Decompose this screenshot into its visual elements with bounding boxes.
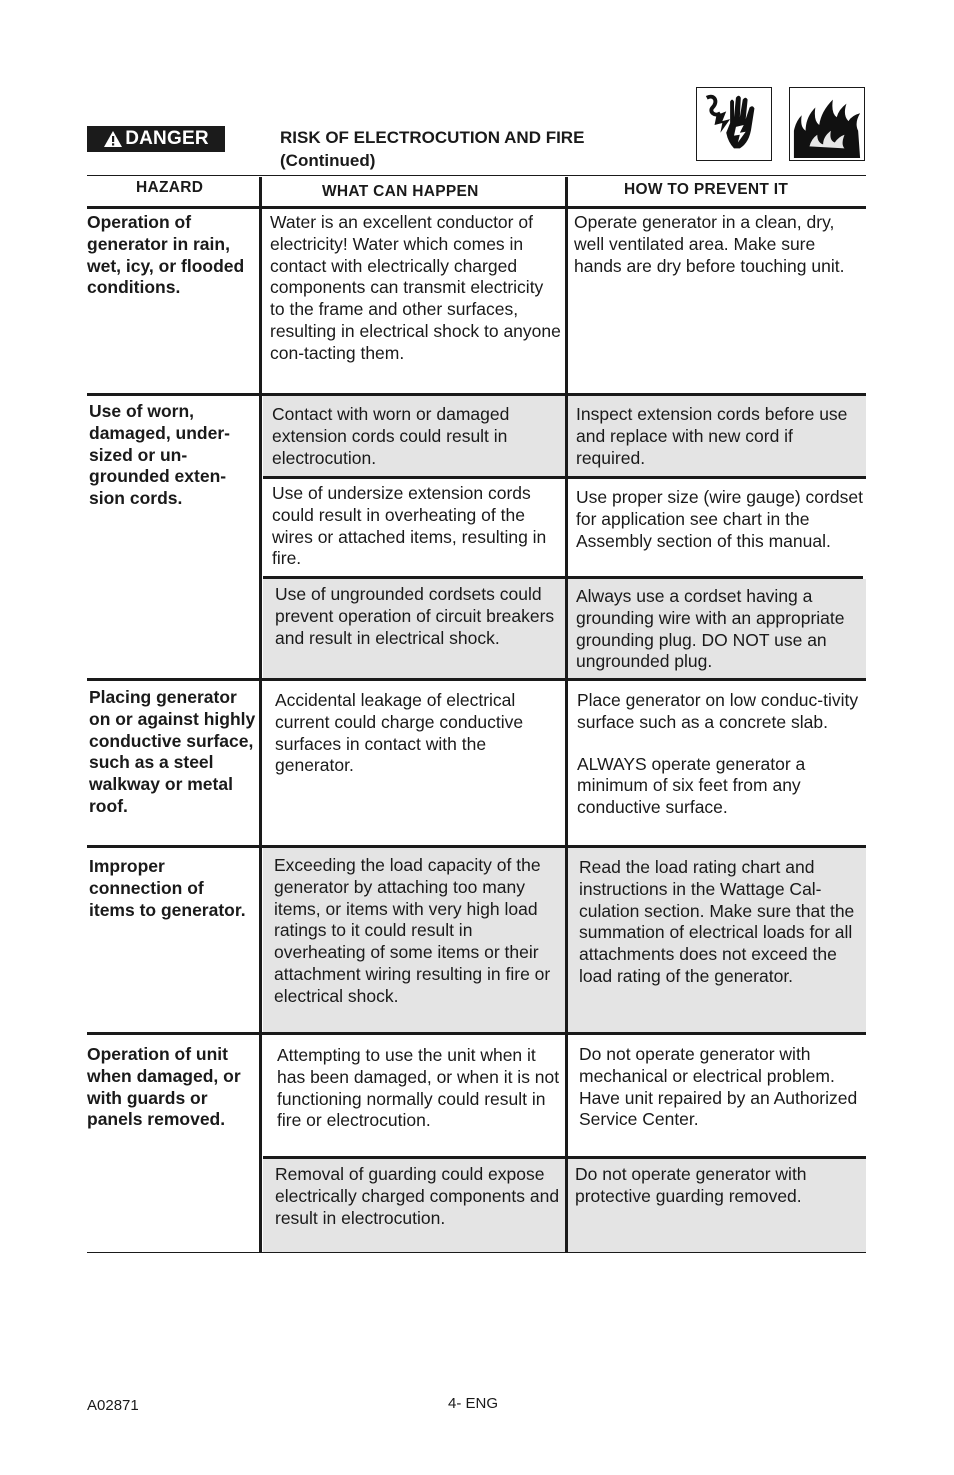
rule-row1-bottom <box>87 393 866 396</box>
rule-header-bottom <box>87 206 866 209</box>
rule-table-bottom <box>87 1252 866 1253</box>
rule-top <box>87 175 866 176</box>
section-title-line1: RISK OF ELECTROCUTION AND FIRE <box>280 128 585 147</box>
what-cell: Exceeding the load capacity of the generator by attaching too many items, or items with very high load ratings to it could result in overheating of some items or their attachment wiring resulting in fire or electrical shock. <box>274 855 551 1006</box>
page-number: 4- ENG <box>448 1395 499 1412</box>
what-cell: Attempting to use the unit when it has been damaged, or when it is not functioning normally could result in fire or electrocution. <box>277 1045 560 1131</box>
column-header-how-to-prevent: HOW TO PREVENT IT <box>624 181 789 198</box>
prevent-paragraph: Place generator on low conduc-tivity surface such as a concrete slab. <box>577 690 859 732</box>
column-header-hazard: HAZARD <box>136 179 204 196</box>
prevent-cell: Always use a cordset having a grounding wire with an appropriate grounding plug. DO NOT use an ungrounded plug. <box>576 586 845 672</box>
danger-label: DANGER <box>125 128 209 149</box>
hazard-cell: Operation of generator in rain, wet, icy, or flooded conditions. <box>87 212 245 298</box>
hazard-cell: Operation of unit when damaged, or with guards or panels removed. <box>87 1044 241 1130</box>
what-cell: Water is an excellent conductor of electricity! Water which comes in contact with electrically charged components can transmit electricity to the frame and other surfaces, resulting in electrical shock to anyone con-tacting them. <box>270 212 561 363</box>
fire-icon <box>789 87 865 161</box>
what-cell: Accidental leakage of electrical current could charge conductive surfaces in contact with the generator. <box>275 690 524 776</box>
column-header-what-can-happen: WHAT CAN HAPPEN <box>322 183 479 200</box>
prevent-cell: Use proper size (wire gauge) cordset for application see chart in the Assembly section of this manual. <box>576 487 863 551</box>
rule-col1-divider <box>259 177 262 1253</box>
hazard-cell: Improper connection of items to generator. <box>89 856 246 920</box>
prevent-cell <box>577 690 866 819</box>
hazard-cell: Use of worn, damaged, under-sized or un-grounded exten-sion cords. <box>89 401 230 509</box>
prevent-cell: Read the load rating chart and instructions in the Wattage Cal-culation section. Make sure that the summation of electrical loads for all attachments does not exceed the load rating of the generator. <box>579 857 855 986</box>
electric-shock-hand-icon <box>696 87 772 161</box>
prevent-cell: Operate generator in a clean, dry, well ventilated area. Make sure hands are dry before touching unit. <box>574 212 845 276</box>
warning-triangle-icon <box>103 130 123 148</box>
prevent-cell: Inspect extension cords before use and replace with new cord if required. <box>576 404 848 468</box>
rule-col2-divider <box>565 177 568 1253</box>
rule-row2-bottom <box>87 678 866 681</box>
section-title <box>280 126 680 172</box>
what-cell: Contact with worn or damaged extension cords could result in electrocution. <box>272 404 510 468</box>
prevent-paragraph: ALWAYS operate generator a minimum of six feet from any conductive surface. <box>577 753 806 818</box>
section-title-line2: (Continued) <box>280 151 376 170</box>
rule-row3-bottom <box>87 845 866 848</box>
rule-row4-bottom <box>87 1032 866 1035</box>
what-cell: Use of ungrounded cordsets could prevent operation of circuit breakers and result in electrical shock. <box>275 584 555 648</box>
prevent-cell: Do not operate generator with mechanical or electrical problem. Have unit repaired by an Authorized Service Center. <box>579 1044 858 1130</box>
document-code: A02871 <box>87 1397 139 1414</box>
hazard-cell: Placing generator on or against highly conductive surface, such as a steel walkway or metal roof. <box>89 687 256 816</box>
what-cell: Use of undersize extension cords could result in overheating of the wires or attached items, resulting in fire. <box>272 483 547 569</box>
what-cell: Removal of guarding could expose electrically charged components and result in electrocution. <box>275 1164 560 1228</box>
danger-badge <box>87 126 225 152</box>
rule-row2b-bottom <box>263 576 863 579</box>
prevent-cell: Do not operate generator with protective guarding removed. <box>575 1164 807 1206</box>
